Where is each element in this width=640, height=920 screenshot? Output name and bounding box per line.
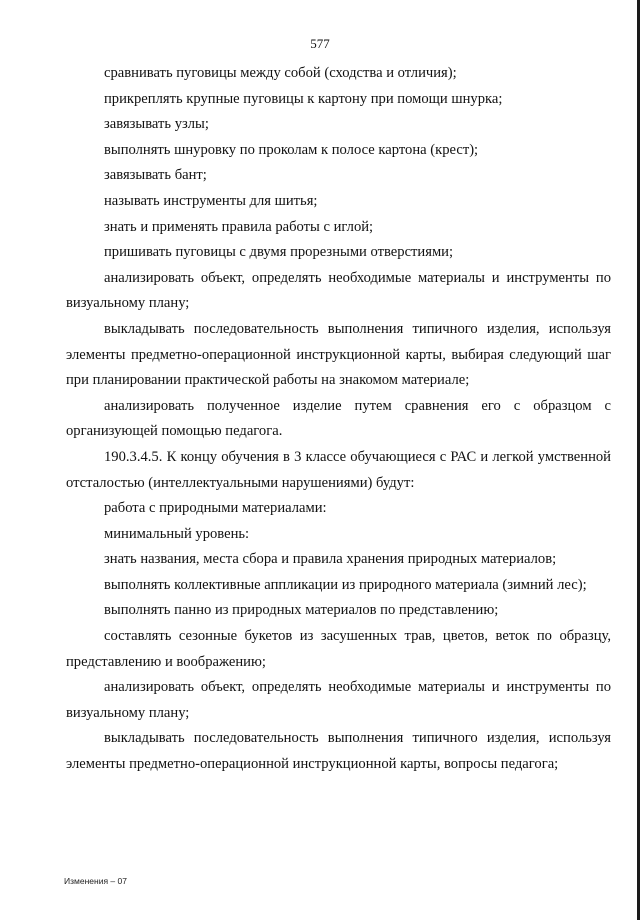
paragraph: знать и применять правила работы с иглой; bbox=[104, 218, 374, 235]
paragraph: пришивать пуговицы с двумя прорезными отверстиями; bbox=[104, 244, 454, 261]
page-number: 577 bbox=[310, 36, 330, 51]
paragraph: сравнивать пуговицы между собой (сходства и отличия); bbox=[104, 65, 457, 81]
paragraph: минимальный уровень: bbox=[104, 525, 250, 542]
paragraph: составлять сезонные букетов из засушенных трав, цветов, веток по образцу, представлению и воображению; bbox=[66, 628, 611, 670]
paragraph: выкладывать последовательность выполнения типичного изделия, используя элементы предметно-операционной инструкционной карты, выбирая следующий шаг при планировании практической работы на знакомом материале; bbox=[66, 320, 611, 389]
paragraph: завязывать бант; bbox=[104, 167, 207, 184]
paragraph: работа с природными материалами: bbox=[104, 500, 327, 517]
paragraph: прикреплять крупные пуговицы к картону при помощи шнурка; bbox=[104, 90, 503, 107]
paragraph: анализировать полученное изделие путем сравнения его с образцом с организующей помощью педагога. bbox=[66, 397, 611, 440]
paragraph: называть инструменты для шитья; bbox=[104, 192, 318, 209]
body-text bbox=[66, 61, 611, 778]
paragraph: завязывать узлы; bbox=[104, 116, 209, 133]
section-paragraph: 190.3.4.5. К концу обучения в 3 классе обучающиеся с РАС и легкой умственной отсталостью (интеллектуальными нарушениями) будут: bbox=[66, 448, 611, 491]
paragraph: выполнять шнуровку по проколам к полосе картона (крест); bbox=[104, 141, 479, 158]
paragraph: знать названия, места сбора и правила хранения природных материалов; bbox=[104, 551, 557, 568]
paragraph: анализировать объект, определять необходимые материалы и инструменты по визуальному плану; bbox=[66, 679, 611, 721]
paragraph: выкладывать последовательность выполнения типичного изделия, используя элементы предметно-операционной инструкционной карты, вопросы педагога; bbox=[66, 730, 611, 773]
paragraph: выполнять панно из природных материалов по представлению; bbox=[104, 602, 499, 619]
footer-note: Изменения – 07 bbox=[64, 876, 127, 886]
paragraph: анализировать объект, определять необходимые материалы и инструменты по визуальному плану; bbox=[66, 269, 611, 312]
paragraph: выполнять коллективные аппликации из природного материала (зимний лес); bbox=[104, 576, 587, 593]
